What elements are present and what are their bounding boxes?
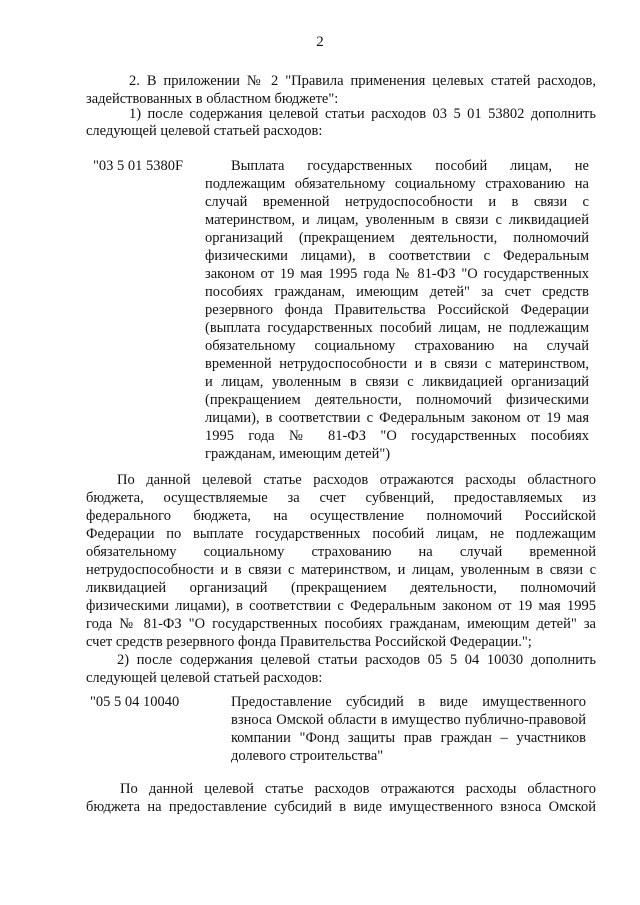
description-line: и лицам, уволенным в связи с ликвидацией организаций — [205, 374, 589, 390]
intro-line: следующей целевой статьей расходов: — [86, 123, 323, 139]
paragraph-line: федерального бюджета, на осуществление полномочий Российской — [86, 508, 596, 524]
description-line: компании "Фонд защиты прав граждан – участников — [231, 730, 586, 746]
description-line: лицами), в соответствии с Федеральным законом от 19 мая — [205, 410, 589, 426]
description-line: обязательному социальному страхованию на случай — [205, 338, 589, 354]
description-line: Предоставление субсидий в виде имущественного — [231, 694, 586, 710]
description-line: пособиях гражданам, имеющим детей" за счет средств — [205, 284, 589, 300]
description-line: временной нетрудоспособности и в связи с материнством, — [205, 356, 589, 372]
description-line: гражданам, имеющим детей") — [205, 446, 391, 462]
description-line: организаций (прекращением деятельности, полномочий — [205, 230, 589, 246]
intro-line: задействованных в областном бюджете": — [86, 91, 339, 107]
paragraph-line: Федерации по выплате государственных пособий лицам, не подлежащим — [86, 526, 596, 542]
paragraph-line: обязательному социальному страхованию на случай временной — [86, 544, 596, 560]
description-line: физическими лицами), в соответствии с Федеральным — [205, 248, 589, 264]
paragraph-line: нетрудоспособности и в связи с материнством, и лицам, уволенным в связи с — [86, 562, 596, 578]
description-line: долевого строительства" — [231, 748, 384, 764]
paragraph-line: счет средств резервного фонда Правительства Российской Федерации."; — [86, 634, 532, 650]
page-number: 2 — [316, 34, 324, 50]
description-line: материнством, и лицам, уволенным в связи с ликвидацией — [205, 212, 589, 228]
paragraph-line: бюджета на предоставление субсидий в виде имущественного взноса Омской — [86, 799, 596, 815]
intro-line: следующей целевой статьей расходов: — [86, 670, 323, 686]
description-line: 1995 года № 81-ФЗ "О государственных пособиях — [205, 428, 589, 444]
intro-line: 2. В приложении № 2 "Правила применения целевых статей расходов, — [129, 73, 596, 89]
description-line: подлежащим обязательному социальному страхованию на — [205, 176, 589, 192]
description-line: взноса Омской области в имущество публично-правовой — [231, 712, 586, 728]
description-line: законом от 19 мая 1995 года № 81-ФЗ "О государственных — [205, 266, 589, 282]
paragraph-line: года № 81-ФЗ "О государственных пособиях гражданам, имеющим детей" за — [86, 616, 596, 632]
intro-line: 2) после содержания целевой статьи расходов 05 5 04 10030 дополнить — [117, 652, 596, 668]
paragraph-line: бюджета, осуществляемые за счет субвенций, предоставляемых из — [86, 490, 596, 506]
description-line: случай временной нетрудоспособности и в связи с — [205, 194, 589, 210]
budget-code: "05 5 04 10040 — [90, 694, 180, 710]
intro-line: 1) после содержания целевой статьи расходов 03 5 01 53802 дополнить — [129, 106, 596, 122]
budget-code: "03 5 01 5380F — [93, 158, 184, 174]
paragraph-line: По данной целевой статье расходов отражаются расходы областного — [117, 472, 596, 488]
description-line: Выплата государственных пособий лицам, не — [231, 158, 589, 174]
paragraph-line: физическими лицами), в соответствии с Федеральным законом от 19 мая 1995 — [86, 598, 596, 614]
paragraph-line: ликвидацией организаций (прекращением деятельности, полномочий — [86, 580, 596, 596]
description-line: (выплата государственных пособий лицам, не подлежащим — [205, 320, 589, 336]
paragraph-line: По данной целевой статье расходов отражаются расходы областного — [120, 781, 596, 797]
description-line: (прекращением деятельности, полномочий физическими — [205, 392, 589, 408]
description-line: резервного фонда Правительства Российской Федерации — [205, 302, 589, 318]
